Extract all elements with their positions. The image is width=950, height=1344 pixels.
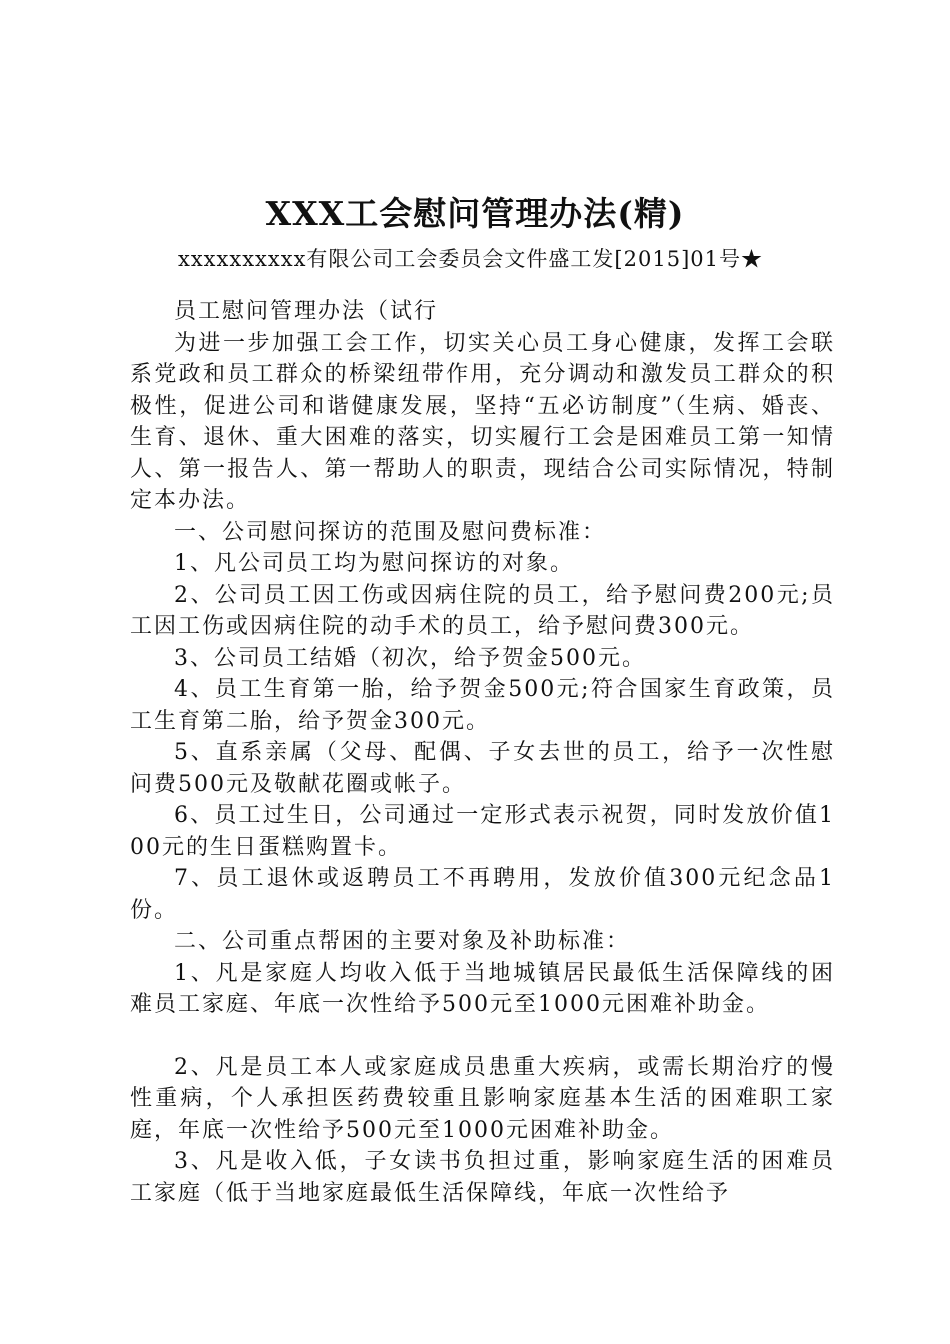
list-item: 7、员工退休或返聘员工不再聘用，发放价值300元纪念品1份。	[130, 866, 835, 923]
section-heading-trial: 员工慰问管理办法（试行	[174, 299, 439, 324]
document-title: XXX工会慰问管理办法(精)	[265, 194, 685, 233]
list-item: 1、凡公司员工均为慰问探访的对象。	[174, 551, 574, 576]
intro-paragraph: 为进一步加强工会工作，切实关心员工身心健康，发挥工会联系党政和员工群众的桥梁纽带作用，充分调动和激发员工群众的积极性，促进公司和谐健康发展，坚持“五必访制度”（生病、婚丧、生育、退休、重大困难的落实，切实履行工会是困难员工第一知情人、第一报告人、第一帮助人的职责，现结合公司实际情况，特制定本办法。	[130, 330, 835, 513]
section-heading-1: 一、公司慰问探访的范围及慰问费标准：	[174, 519, 607, 545]
list-item: 3、凡是收入低，子女读书负担过重，影响家庭生活的困难员工家庭（低于当地家庭最低生活保障线，年底一次性给予	[130, 1149, 835, 1206]
document-subtitle: xxxxxxxxxx有限公司工会委员会文件盛工发[2015]01号★	[178, 247, 763, 271]
document-body	[130, 296, 835, 1209]
section-heading-2: 二、公司重点帮困的主要对象及补助标准：	[174, 929, 631, 954]
list-item: 2、凡是员工本人或家庭成员患重大疾病，或需长期治疗的慢性重病，个人承担医药费较重且影响家庭基本生活的困难职工家庭，年底一次性给予500元至1000元困难补助金。	[130, 1054, 835, 1143]
list-item: 4、员工生育第一胎，给予贺金500元;符合国家生育政策，员工生育第二胎，给予贺金300元。	[130, 677, 835, 734]
list-item: 3、公司员工结婚（初次，给予贺金500元。	[174, 645, 646, 671]
list-item: 2、公司员工因工伤或因病住院的员工，给予慰问费200元;员工因工伤或因病住院的动手术的员工，给予慰问费300元。	[130, 582, 835, 639]
list-item: 6、员工过生日，公司通过一定形式表示祝贺，同时发放价值100元的生日蛋糕购置卡。	[130, 803, 835, 860]
list-item: 1、凡是家庭人均收入低于当地城镇居民最低生活保障线的困难员工家庭、年底一次性给予500元至1000元困难补助金。	[130, 960, 835, 1017]
list-item: 5、直系亲属（父母、配偶、子女去世的员工，给予一次性慰问费500元及敬献花圈或帐子。	[130, 740, 835, 797]
